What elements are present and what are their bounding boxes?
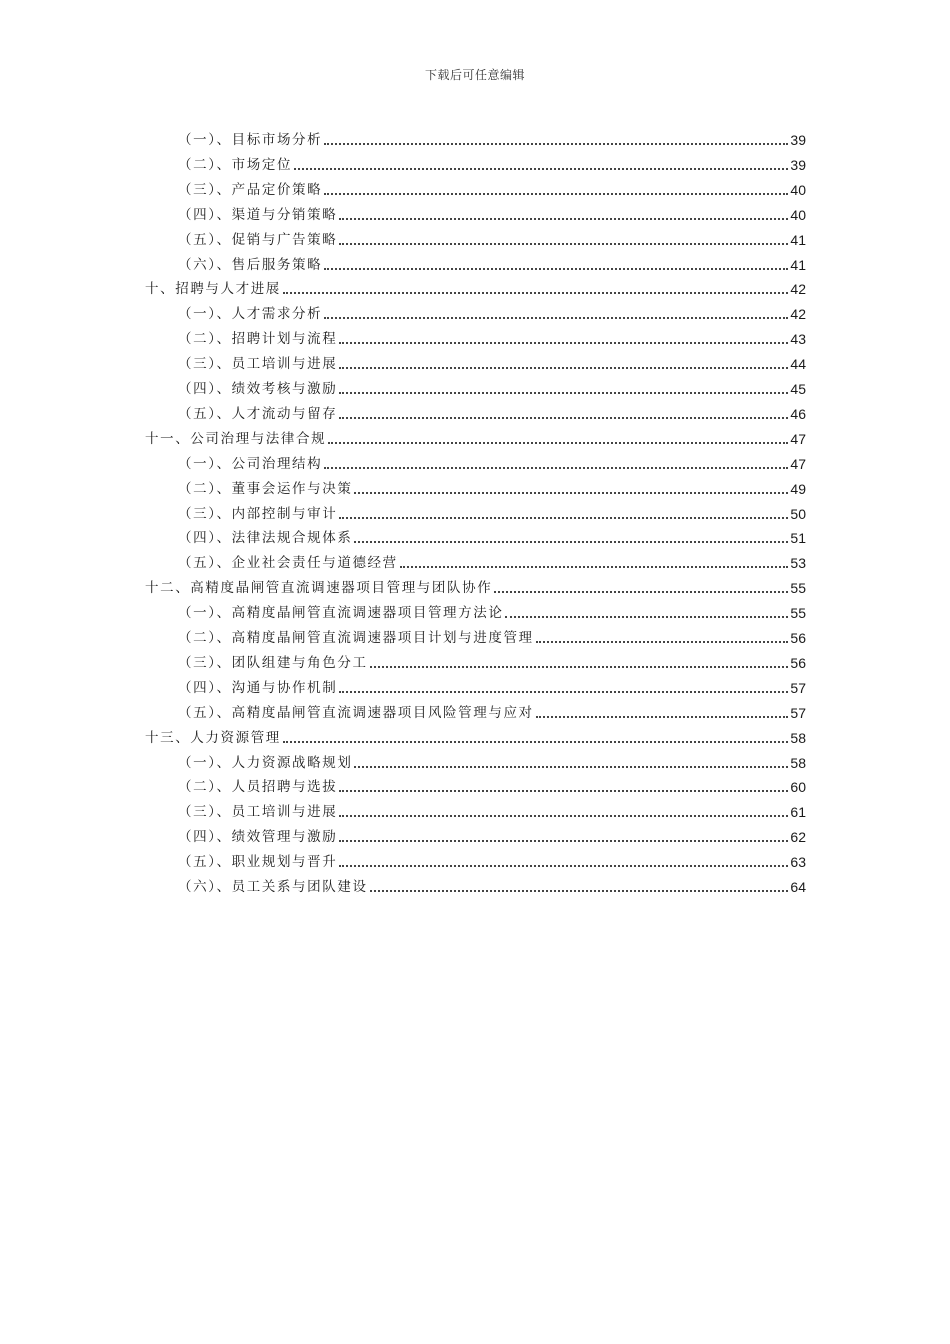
toc-section-entry[interactable] bbox=[178, 597, 806, 622]
toc-entry-title: （一）、公司治理结构 bbox=[178, 455, 323, 472]
toc-entry-page-number: 39 bbox=[790, 156, 806, 173]
toc-entry-page-number: 42 bbox=[790, 281, 806, 298]
toc-entry-page-number: 60 bbox=[790, 779, 806, 796]
toc-dot-leader bbox=[339, 218, 788, 220]
toc-section-entry[interactable] bbox=[178, 373, 806, 398]
toc-dot-leader bbox=[339, 865, 788, 867]
toc-dot-leader bbox=[400, 566, 789, 568]
toc-dot-leader bbox=[370, 890, 789, 892]
toc-dot-leader bbox=[283, 741, 789, 743]
toc-dot-leader bbox=[354, 541, 788, 543]
toc-entry-title: （三）、员工培训与进展 bbox=[178, 804, 338, 821]
toc-section-entry[interactable] bbox=[178, 448, 806, 473]
toc-entry-title: （三）、员工培训与进展 bbox=[178, 356, 338, 373]
toc-entry-page-number: 43 bbox=[790, 331, 806, 348]
toc-entry-title: （四）、沟通与协作机制 bbox=[178, 679, 338, 696]
toc-dot-leader bbox=[328, 442, 788, 444]
toc-section-entry[interactable] bbox=[178, 871, 806, 896]
toc-entry-page-number: 40 bbox=[790, 181, 806, 198]
toc-section-entry[interactable] bbox=[178, 323, 806, 348]
toc-entry-title: （二）、人员招聘与选拔 bbox=[178, 779, 338, 796]
toc-entry-page-number: 56 bbox=[790, 654, 806, 671]
toc-section-entry[interactable] bbox=[178, 199, 806, 224]
page-header: 下载后可任意编辑 bbox=[424, 68, 525, 82]
toc-entry-page-number: 55 bbox=[790, 605, 806, 622]
toc-section-entry[interactable] bbox=[178, 747, 806, 772]
toc-entry-title: （五）、促销与广告策略 bbox=[178, 231, 338, 248]
toc-entry-page-number: 39 bbox=[790, 132, 806, 148]
toc-chapter-entry[interactable] bbox=[145, 423, 806, 448]
toc-dot-leader bbox=[354, 766, 788, 768]
toc-dot-leader bbox=[324, 143, 788, 145]
toc-dot-leader bbox=[324, 268, 788, 270]
toc-entry-page-number: 63 bbox=[790, 854, 806, 871]
toc-section-entry[interactable] bbox=[178, 298, 806, 323]
toc-entry-page-number: 57 bbox=[790, 679, 806, 696]
toc-entry-page-number: 53 bbox=[790, 555, 806, 572]
toc-entry-title: （六）、售后服务策略 bbox=[178, 256, 323, 273]
toc-section-entry[interactable] bbox=[178, 522, 806, 547]
toc-entry-title: （一）、人才需求分析 bbox=[178, 306, 323, 323]
toc-dot-leader bbox=[536, 641, 789, 643]
toc-dot-leader bbox=[324, 193, 788, 195]
toc-entry-title: （四）、绩效管理与激励 bbox=[178, 829, 338, 846]
toc-entry-page-number: 41 bbox=[790, 256, 806, 273]
toc-section-entry[interactable] bbox=[178, 846, 806, 871]
toc-entry-title: （一）、目标市场分析 bbox=[178, 132, 323, 148]
toc-entry-title: （三）、产品定价策略 bbox=[178, 181, 323, 198]
toc-entry-page-number: 47 bbox=[790, 430, 806, 447]
toc-section-entry[interactable] bbox=[178, 771, 806, 796]
toc-dot-leader bbox=[339, 342, 788, 344]
toc-section-entry[interactable] bbox=[178, 348, 806, 373]
toc-dot-leader bbox=[494, 591, 788, 593]
toc-entry-title: （一）、高精度晶闸管直流调速器项目管理方法论 bbox=[178, 605, 504, 622]
toc-section-entry[interactable] bbox=[178, 149, 806, 174]
toc-entry-title: （六）、员工关系与团队建设 bbox=[178, 879, 368, 895]
toc-entry-page-number: 49 bbox=[790, 480, 806, 497]
toc-dot-leader bbox=[283, 292, 789, 294]
toc-dot-leader bbox=[339, 840, 788, 842]
toc-entry-page-number: 45 bbox=[790, 381, 806, 397]
toc-entry-title: （五）、企业社会责任与道德经营 bbox=[178, 555, 398, 572]
toc-entry-title: 十二、高精度晶闸管直流调速器项目管理与团队协作 bbox=[145, 580, 493, 597]
toc-entry-page-number: 42 bbox=[790, 306, 806, 323]
toc-section-entry[interactable] bbox=[178, 224, 806, 249]
toc-entry-page-number: 47 bbox=[790, 455, 806, 472]
toc-dot-leader bbox=[339, 392, 788, 394]
toc-dot-leader bbox=[505, 616, 788, 618]
toc-section-entry[interactable] bbox=[178, 498, 806, 523]
toc-entry-page-number: 50 bbox=[790, 505, 806, 522]
toc-chapter-entry[interactable] bbox=[145, 722, 806, 747]
toc-entry-page-number: 40 bbox=[790, 206, 806, 223]
toc-entry-title: （二）、市场定位 bbox=[178, 156, 293, 173]
toc-section-entry[interactable] bbox=[178, 249, 806, 274]
toc-dot-leader bbox=[339, 691, 788, 693]
toc-section-entry[interactable] bbox=[178, 398, 806, 423]
toc-entry-page-number: 51 bbox=[790, 530, 806, 547]
toc-entry-page-number: 57 bbox=[790, 704, 806, 721]
toc-section-entry[interactable] bbox=[178, 796, 806, 821]
toc-section-entry[interactable] bbox=[178, 174, 806, 199]
toc-section-entry[interactable] bbox=[178, 647, 806, 672]
toc-dot-leader bbox=[339, 517, 788, 519]
toc-entry-title: （五）、人才流动与留存 bbox=[178, 405, 338, 422]
toc-dot-leader bbox=[354, 492, 788, 494]
toc-section-entry[interactable] bbox=[178, 124, 806, 149]
toc-entry-page-number: 64 bbox=[790, 879, 806, 895]
toc-section-entry[interactable] bbox=[178, 697, 806, 722]
toc-entry-title: 十、招聘与人才进展 bbox=[145, 281, 281, 298]
toc-entry-title: （五）、职业规划与晋升 bbox=[178, 854, 338, 871]
toc-entry-title: （二）、董事会运作与决策 bbox=[178, 480, 353, 497]
toc-entry-page-number: 46 bbox=[790, 405, 806, 422]
toc-dot-leader bbox=[339, 417, 788, 419]
toc-dot-leader bbox=[324, 467, 788, 469]
toc-entry-title: （四）、法律法规合规体系 bbox=[178, 530, 353, 547]
toc-section-entry[interactable] bbox=[178, 672, 806, 697]
toc-entry-title: （二）、招聘计划与流程 bbox=[178, 331, 338, 348]
toc-entry-page-number: 41 bbox=[790, 231, 806, 248]
toc-entry-page-number: 61 bbox=[790, 804, 806, 821]
toc-dot-leader bbox=[370, 666, 789, 668]
toc-entry-title: （三）、内部控制与审计 bbox=[178, 505, 338, 522]
toc-entry-page-number: 44 bbox=[790, 356, 806, 373]
toc-entry-page-number: 55 bbox=[790, 580, 806, 597]
toc-entry-title: （一）、人力资源战略规划 bbox=[178, 754, 353, 771]
toc-entry-title: （四）、绩效考核与激励 bbox=[178, 381, 338, 397]
toc-dot-leader bbox=[294, 168, 788, 170]
toc-entry-title: （二）、高精度晶闸管直流调速器项目计划与进度管理 bbox=[178, 630, 534, 646]
toc-section-entry[interactable] bbox=[178, 547, 806, 572]
toc-entry-page-number: 62 bbox=[790, 829, 806, 846]
toc-chapter-entry[interactable] bbox=[145, 572, 806, 597]
toc-section-entry[interactable] bbox=[178, 473, 806, 498]
toc-dot-leader bbox=[339, 790, 788, 792]
toc-entry-title: （五）、高精度晶闸管直流调速器项目风险管理与应对 bbox=[178, 704, 534, 721]
toc-entry-title: 十一、公司治理与法律合规 bbox=[145, 430, 327, 447]
toc-section-entry[interactable] bbox=[178, 821, 806, 846]
toc-entry-page-number: 58 bbox=[790, 729, 806, 746]
toc-dot-leader bbox=[536, 716, 789, 718]
toc-dot-leader bbox=[324, 317, 788, 319]
toc-entry-page-number: 58 bbox=[790, 754, 806, 771]
toc-entry-page-number: 56 bbox=[790, 630, 806, 646]
toc-dot-leader bbox=[339, 367, 788, 369]
toc-entry-title: （三）、团队组建与角色分工 bbox=[178, 654, 368, 671]
toc-dot-leader bbox=[339, 243, 788, 245]
toc-section-entry[interactable] bbox=[178, 622, 806, 647]
toc-entry-title: 十三、人力资源管理 bbox=[145, 729, 281, 746]
toc-chapter-entry[interactable] bbox=[145, 273, 806, 298]
toc-entry-title: （四）、渠道与分销策略 bbox=[178, 206, 338, 223]
toc-dot-leader bbox=[339, 815, 788, 817]
